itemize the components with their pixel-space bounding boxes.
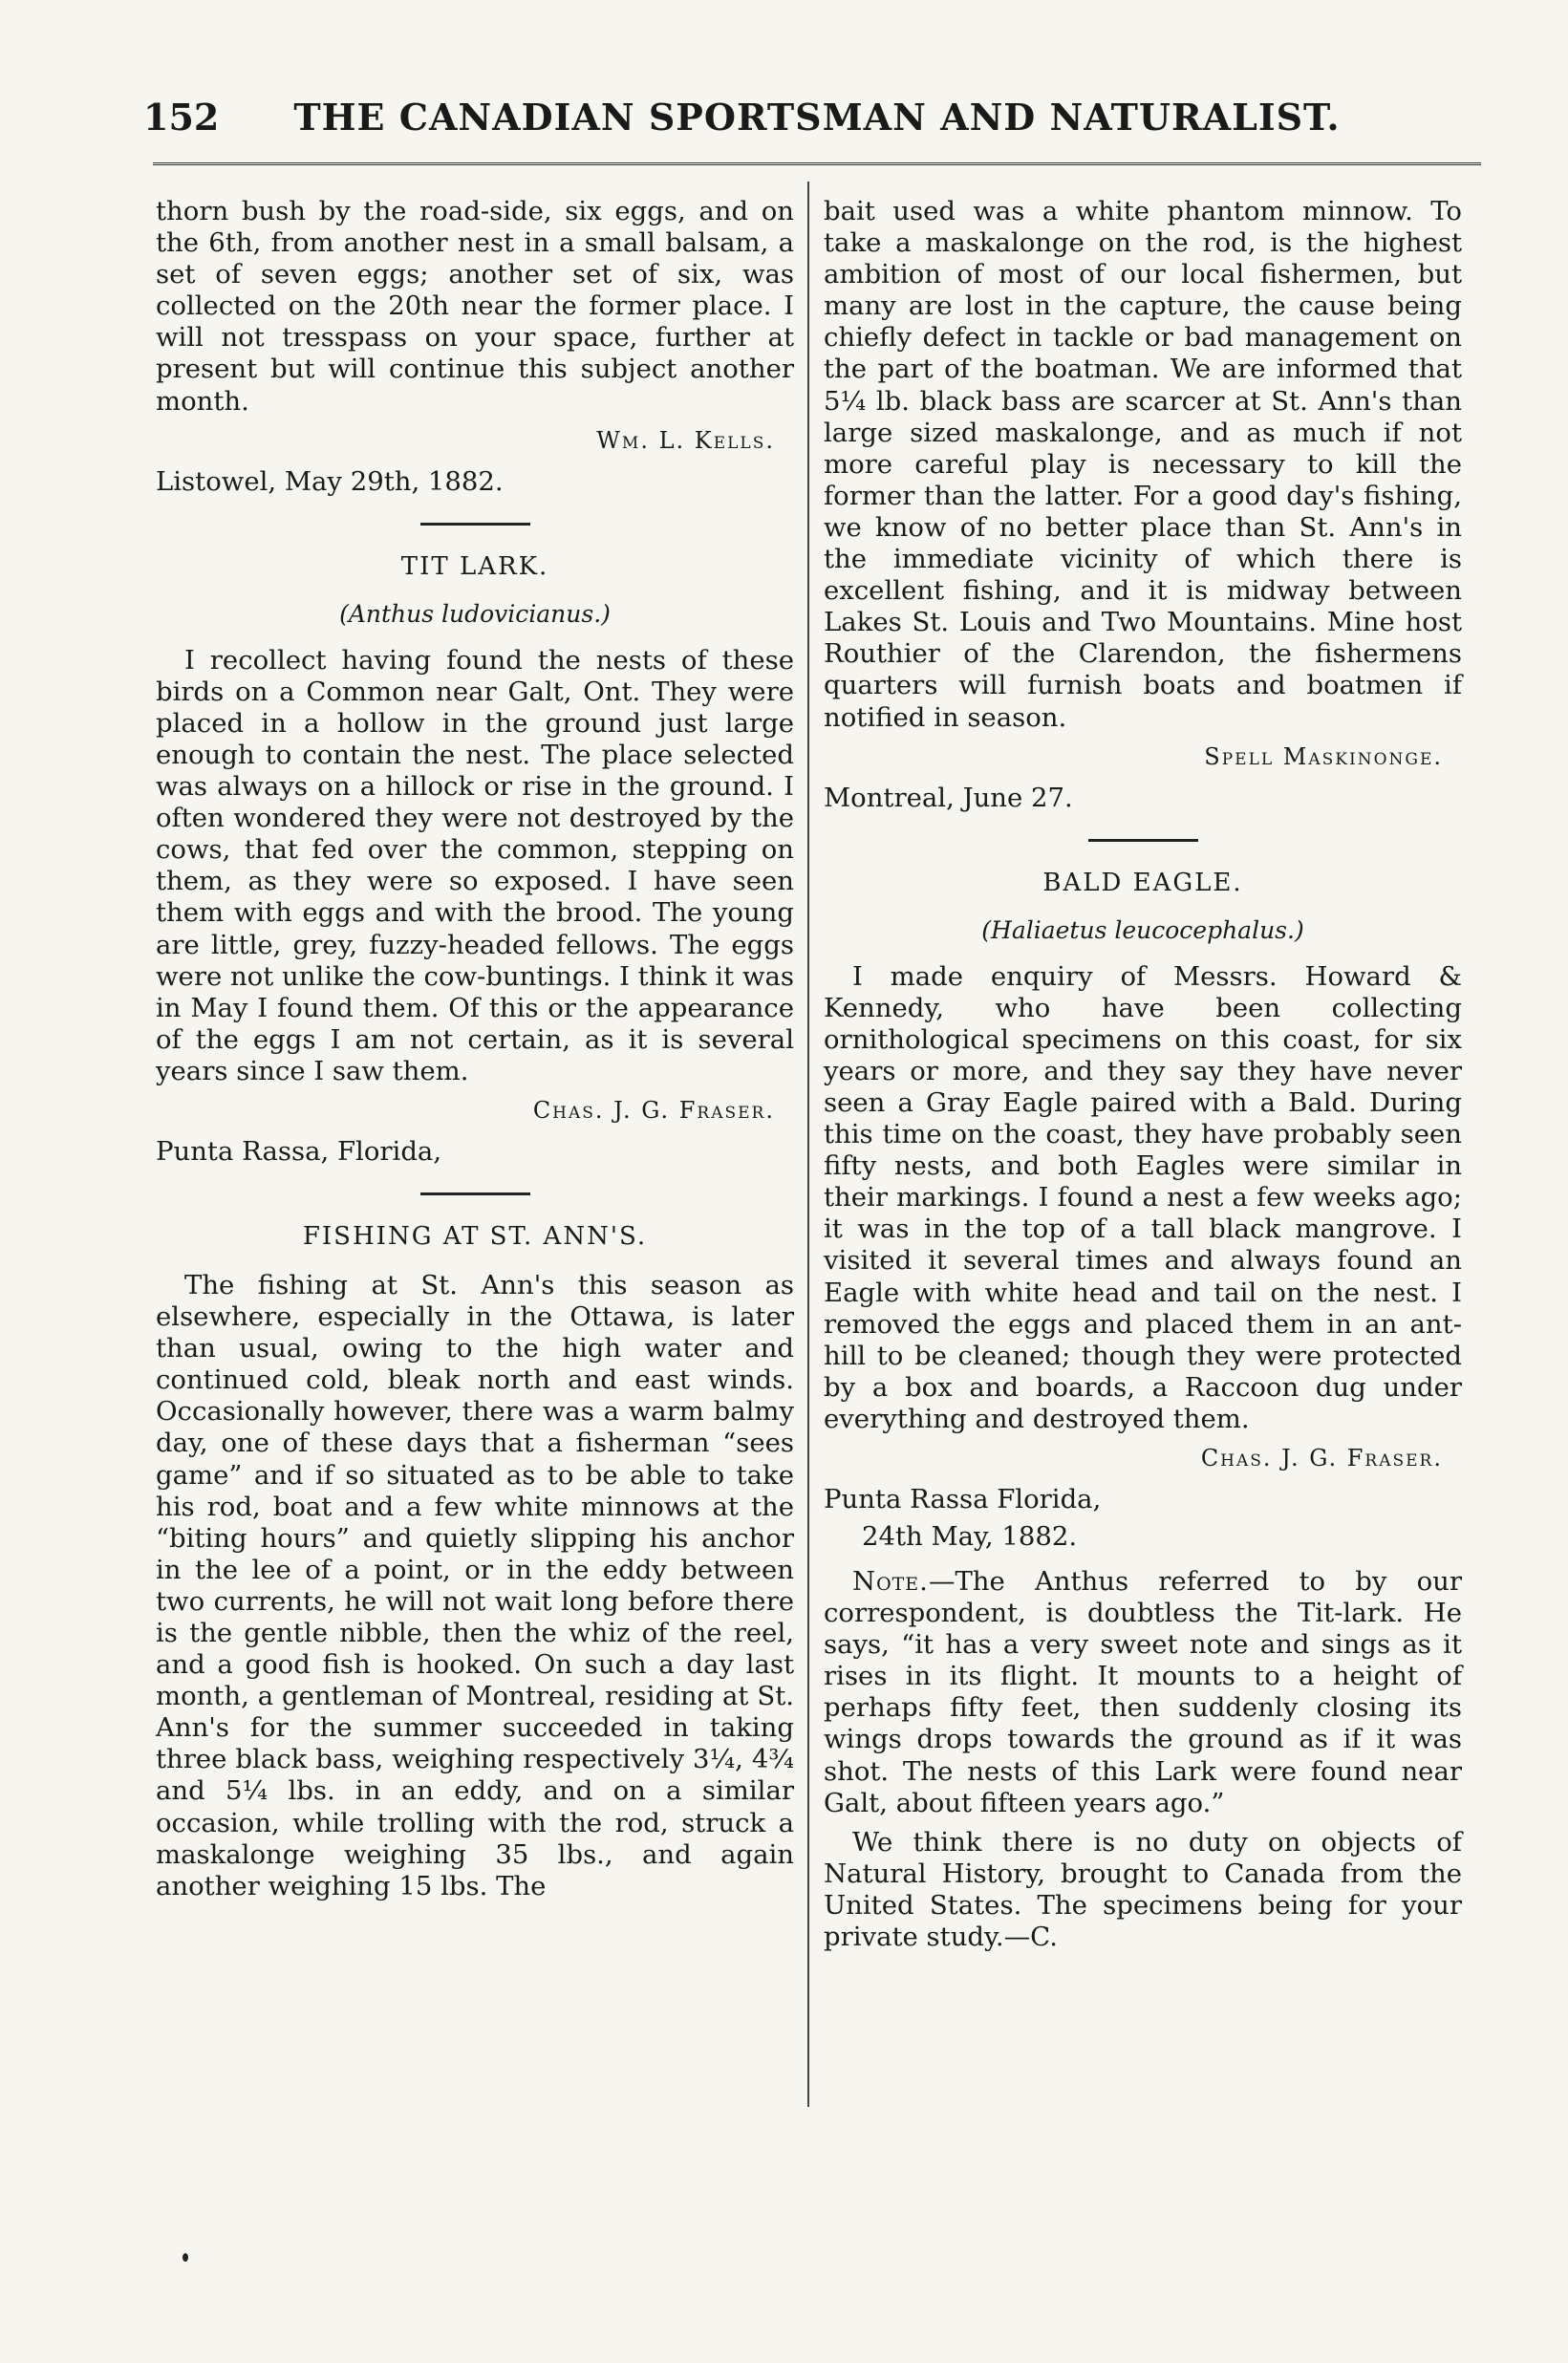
- fishing-continued: bait used was a white phantom minnow. To take a maskalonge on the rod, is the highest ambition of most of our local fishermen, but many are lost in the capture, the cause being chiefly defect in tackle or bad management on the part of the boatman. We are informed that 5¼ lb. black bass are scarcer at St. Ann's than large sized maskalonge, and as much if not more careful play is necessary to kill the former than the latter. For a good day's fishing, we know of no better place than St. Ann's in the immediate vicinity of which there is excellent fishing, and it is midway between Lakes St. Louis and Two Mountains. Mine host Routhier of the Clarendon, the fishermens quarters will furnish boats and boatmen if notified in season.: [824, 196, 1462, 733]
- section-divider: [420, 1192, 530, 1195]
- running-title: THE CANADIAN SPORTSMAN AND NATURALIST.: [293, 96, 1341, 139]
- bald-eagle-latin-name: (Haliaetus leucocephalus.): [981, 915, 1304, 944]
- bald-eagle-date: 24th May, 1882.: [862, 1521, 1078, 1552]
- bald-eagle-title: BALD EAGLE.: [1042, 868, 1243, 897]
- column-divider: [807, 182, 809, 2107]
- fishing-place: Montreal, June 27.: [824, 782, 1073, 813]
- tit-lark-latin-name: (Anthus ludovicianus.): [339, 599, 611, 628]
- section-divider: [1088, 839, 1198, 842]
- tit-lark-place: Punta Rassa, Florida,: [156, 1135, 442, 1167]
- note-lead: Note.: [852, 1566, 929, 1597]
- bald-eagle-place: Punta Rassa Florida,: [824, 1484, 1102, 1514]
- page-header: [143, 96, 1471, 153]
- tit-lark-signature: Chas. J. G. Fraser.: [532, 1096, 775, 1124]
- fishing-signature: Spell Maskinonge.: [1204, 742, 1443, 770]
- tit-lark-title: TIT LARK.: [400, 551, 549, 581]
- section-divider: [420, 523, 530, 526]
- right-column: [824, 196, 1462, 1961]
- bald-eagle-body: I made enquiry of Messrs. Howard & Kennedy, who have been collecting ornithological specimens on this coast, for six years or more, and they say they have never seen a Gray Eagle paired with a Bald. During this time on the coast, they have probably seen fifty nests, and both Eagles were similar in their markings. I found a nest a few weeks ago; it was in the top of a tall black mangrove. I visited it several times and always found an Eagle with white head and tail on the nest. I removed the eggs and placed them in an ant-hill to be cleaned; though they were protected by a box and boards, a Raccoon dug under everything and destroyed them.: [824, 960, 1462, 1434]
- header-rule: [153, 162, 1481, 165]
- editor-note: [824, 1566, 1462, 1819]
- bald-eagle-signature: Chas. J. G. Fraser.: [1200, 1445, 1443, 1472]
- fishing-body: The fishing at St. Ann's this season as elsewhere, especially in the Ottawa, is later than usual, owing to the high water and continued cold, bleak north and east winds. Occasionally however, there was a warm balmy day, one of these days that a fisherman “sees game” and if so situated as to be able to take his rod, boat and a few white minnows at the “biting hours” and quietly slipping his anchor in the lee of a point, or in the eddy between two currents, he will not wait long before there is the gentle nibble, then the whiz of the reel, and a good fish is hooked. On such a day last month, a gentleman of Montreal, residing at St. Ann's for the summer succeeded in taking three black bass, weighing respectively 3¼, 4¾ and 5¼ lbs. in an eddy, and on a similar occasion, while trolling with the rod, struck a maskalonge weighing 35 lbs., and again another weighing 15 lbs. The: [156, 1269, 794, 1901]
- note-body: —The Anthus referred to by our correspondent, is doubtless the Tit-lark. He says, “it has a very sweet note and sings as it rises in its flight. It mounts to a height of perhaps fifty feet, then suddenly closing its wings drops towards the ground as if it was shot. The nests of this Lark were found near Galt, about fifteen years ago.”: [824, 1566, 1462, 1818]
- duty-note: We think there is no duty on objects of Natural History, brought to Canada from the United States. The specimens being for your private study.—C.: [824, 1826, 1462, 1953]
- intro-place: Listowel, May 29th, 1882.: [156, 465, 504, 497]
- tit-lark-body: I recollect having found the nests of these birds on a Common near Galt, Ont. They were placed in a hollow in the ground just large enough to contain the nest. The place selected was always on a hillock or rise in the ground. I often wondered they were not destroyed by the cows, that fed over the common, stepping on them, as they were so exposed. I have seen them with eggs and with the brood. The young are little, grey, fuzzy-headed fellows. The eggs were not unlike the cow-buntings. I think it was in May I found them. Of this or the appearance of the eggs I am not certain, as it is several years since I saw them.: [156, 644, 794, 1086]
- fishing-title: FISHING AT ST. ANN'S.: [302, 1221, 648, 1251]
- ink-mark: [183, 2253, 188, 2262]
- left-column: [156, 196, 794, 1910]
- intro-paragraph: thorn bush by the road-side, six eggs, and on the 6th, from another nest in a small balsam, a set of seven eggs; another set of six, was collected on the 20th near the former place. I will not tresspass on your space, further at present but will continue this subject another month.: [156, 196, 794, 417]
- intro-signature: Wm. L. Kells.: [596, 426, 775, 454]
- page-number: 152: [143, 96, 220, 139]
